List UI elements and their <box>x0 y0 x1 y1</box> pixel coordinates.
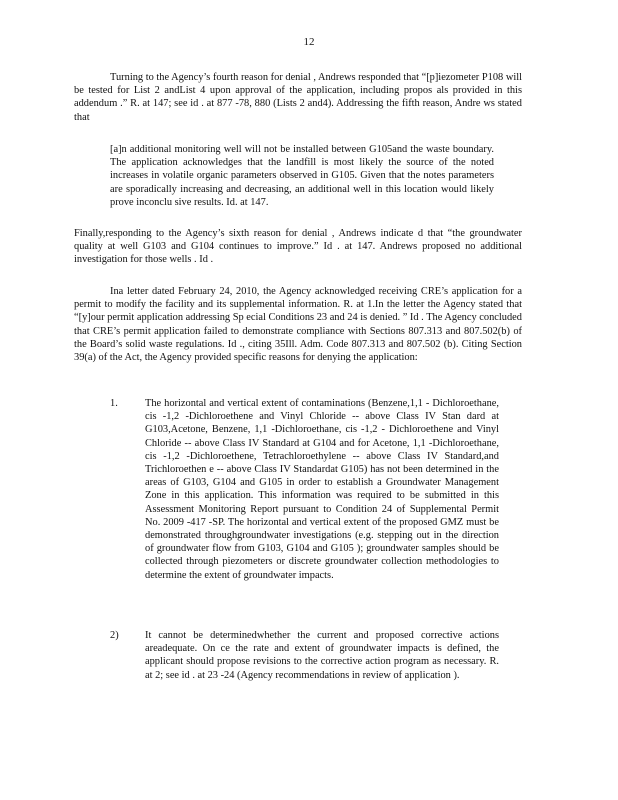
block-quote: [a]n additional monitoring well will not be installed between G105and the waste boundary. The application acknowledges that the landfill is most likely the source of the noted increases in volatile organic parameters observed in G105. Given that the notes parameters are sporadically increasing and decreasing, an additional well in this location would likely prove inconclu sive results. Id. at 147. <box>110 144 494 208</box>
paragraph-fourth-fifth-reason: Turning to the Agency’s fourth reason for denial , Andrews responded that “[p]iezometer P108 will be tested for List 2 andList 4 upon approval of the application, including propos als provided in this addendum .” R. at 147; see id . at 877 -78, 880 (Lists 2 and4). Addressing the fifth reason, Andre ws stated that <box>74 72 522 123</box>
list-item-number: 1. <box>110 398 118 409</box>
paragraph-agency-letter: Ina letter dated February 24, 2010, the Agency acknowledged receiving CRE’s application for a permit to modify the facility and its supplemental information. R. at 1.In the letter the Agency stated that “[y]our permit application addressing Sp ecial Conditions 23 and 24 is denied. ” Id . The Agency concluded that CRE’s permit application failed to demonstrate compliance with Sections 807.313 and 807.502(b) of the Board’s solid waste regulations. Id ., citing 35Ill. Adm. Code 807.313 and 807.502 (b). Citing Section 39(a) of the Act, the Agency provided specific reasons for denying the application: <box>74 286 522 364</box>
page-number: 12 <box>303 36 315 48</box>
list-item-number: 2) <box>110 630 119 641</box>
list-item-text: It cannot be determinedwhether the current and proposed corrective actions areadequate. On ce the rate and extent of groundwater impacts is defined, the applicant should propose revisions to the corrective action program as necessary. R. at 2; see id . at 23 -24 (Agency recommendations in review of application ). <box>145 630 499 681</box>
paragraph-sixth-reason: Finally,responding to the Agency’s sixth reason for denial , Andrews indicate d that “the groundwater quality at well G103 and G104 continues to improve.” Id . at 147. Andrews proposed no additional investigation for those wells . Id . <box>74 228 522 266</box>
list-item-text: The horizontal and vertical extent of contaminations (Benzene,1,1 - Dichloroethane, cis -1,2 -Dichloroethene and Vinyl Chloride -- above Class IV Stan dard at G103,Acetone, Benzene, 1,1 -Dichloroethane, cis -1,2 - Dichloroethene and Vinyl Chloride -- above Class IV Standard at G104 and for Acetone, 1,1 -Dichloroethane, cis -1,2 -Dichloroethene, Tetrachloroethylene -- above Class IV Standard,and Trichloroethen e -- above Class IV Standardat G105) has not been determined in the areas of G103, G104 and G105 in order to establish a Groundwater Management Zone in this application. This information was required to be submitted in this Assessment Monitoring Report pursuant to Condition 24 of Supplemental Permit No. 2009 -417 -SP. The horizontal and vertical extent of the proposed GMZ must be demonstrated throughgroundwater investigations (e.g. stepping out in the direction of groundwater flow from G103, G104 and G105 ); groundwater samples should be collected through piezometers or discrete groundwater collection methodologies to determine the extent of groundwater impacts. <box>145 398 499 581</box>
